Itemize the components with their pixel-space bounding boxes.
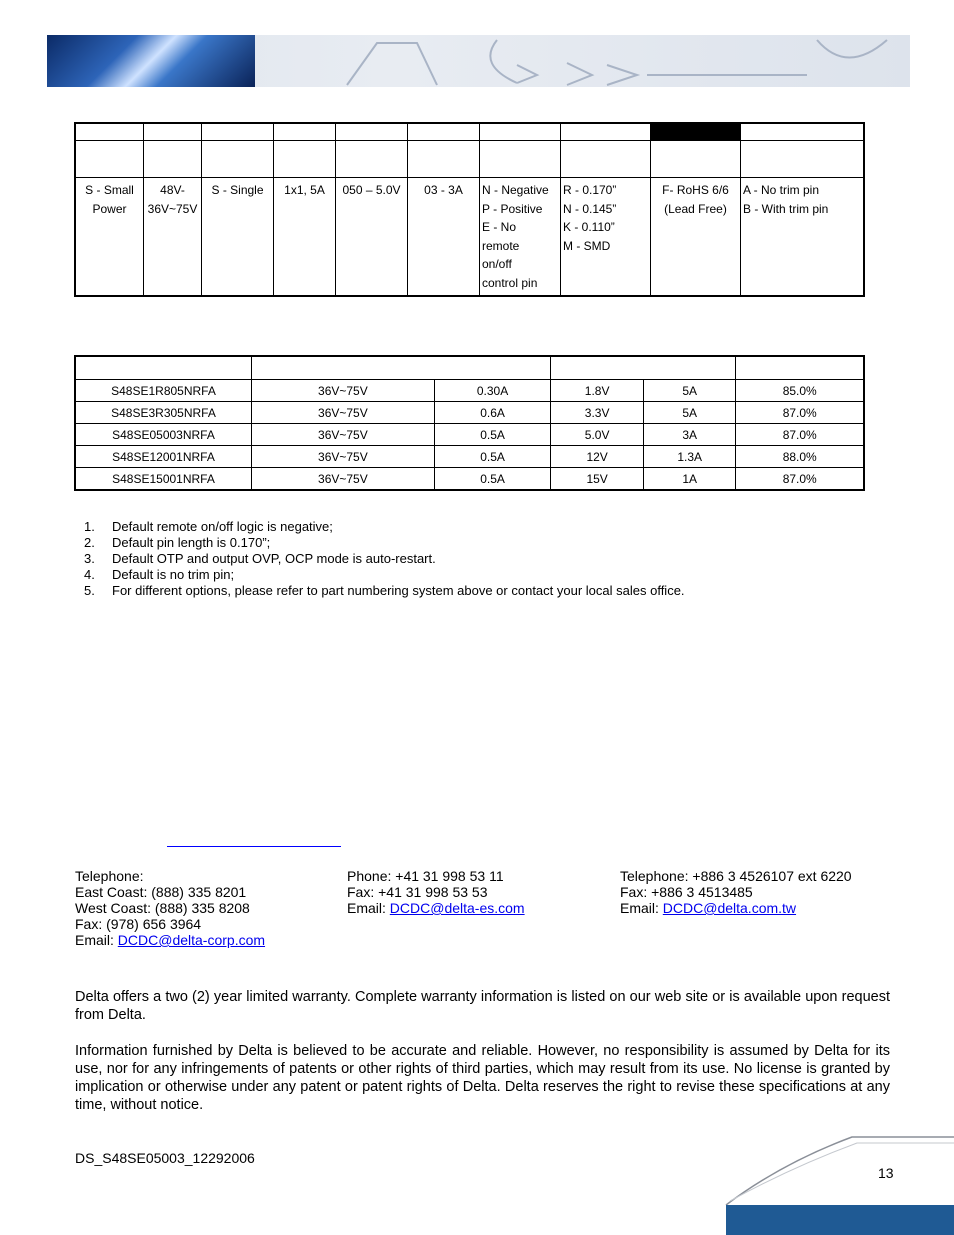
model-cell: 12V — [551, 446, 644, 468]
model-cell: S48SE05003NRFA — [75, 424, 252, 446]
note-item: 2. Default pin length is 0.170”; — [84, 535, 271, 550]
model-cell: S48SE15001NRFA — [75, 468, 252, 491]
email-label: Email: — [347, 900, 390, 916]
contact-line: Fax: +886 3 4513485 — [620, 884, 753, 900]
pn-cell: A - No trim pin B - With trim pin — [741, 178, 865, 297]
pn-cell: 1x1, 5A — [274, 178, 336, 297]
note-item: 4. Default is no trim pin; — [84, 567, 235, 582]
contact-line: Fax: +41 31 998 53 53 — [347, 884, 488, 900]
model-cell: 0.6A — [434, 402, 551, 424]
contact-asia — [620, 868, 852, 916]
note-item: 1. Default remote on/off logic is negative; — [84, 519, 333, 534]
model-cell: S48SE1R805NRFA — [75, 380, 252, 402]
model-cell: 87.0% — [736, 468, 864, 491]
note-item: 3. Default OTP and output OVP, OCP mode is auto-restart. — [84, 551, 436, 566]
model-cell: 3A — [643, 424, 736, 446]
pn-cell: 050 – 5.0V — [336, 178, 408, 297]
pn-cell: R - 0.170” N - 0.145” K - 0.110” M - SMD — [561, 178, 651, 297]
table-row — [75, 402, 864, 424]
web-link-underline[interactable] — [167, 846, 341, 847]
pn-cell: 03 - 3A — [408, 178, 480, 297]
model-cell: 87.0% — [736, 424, 864, 446]
pn-cell: F- RoHS 6/6 (Lead Free) — [651, 178, 741, 297]
table-row — [75, 446, 864, 468]
email-label: Email: — [75, 932, 118, 948]
model-cell: 1.8V — [551, 380, 644, 402]
model-cell: 15V — [551, 468, 644, 491]
email-label: Email: — [620, 900, 663, 916]
contact-line: Telephone: +886 3 4526107 ext 6220 — [620, 868, 852, 884]
model-cell: 0.30A — [434, 380, 551, 402]
pn-cell: 48V- 36V~75V — [144, 178, 202, 297]
pn-cell: S - Small Power — [75, 178, 144, 297]
contact-line: Fax: (978) 656 3964 — [75, 916, 202, 932]
pn-cell: N - Negative P - Positive E - No remote on/off control pin — [480, 178, 561, 297]
email-link-asia[interactable]: DCDC@delta.com.tw — [662, 900, 797, 916]
warranty-paragraph: Delta offers a two (2) year limited warranty. Complete warranty information is listed on our web site or is available upon request from Delta. — [75, 989, 890, 1023]
footer-bar — [726, 1205, 954, 1235]
model-cell: 87.0% — [736, 402, 864, 424]
model-cell: 36V~75V — [252, 468, 435, 491]
model-cell: 0.5A — [434, 468, 551, 491]
model-cell: 36V~75V — [252, 402, 435, 424]
contact-usa — [75, 868, 265, 948]
notes-list — [84, 519, 685, 599]
model-cell: 88.0% — [736, 446, 864, 468]
model-cell: 36V~75V — [252, 424, 435, 446]
banner-decoration — [47, 35, 910, 87]
model-cell: 0.5A — [434, 424, 551, 446]
model-cell: S48SE12001NRFA — [75, 446, 252, 468]
model-cell: 36V~75V — [252, 446, 435, 468]
model-cell: 5A — [643, 380, 736, 402]
model-cell: 5A — [643, 402, 736, 424]
footer-corner-graphic — [722, 1133, 954, 1235]
contact-line: Telephone: — [75, 868, 144, 884]
email-link-usa[interactable]: DCDC@delta-corp.com — [117, 932, 266, 948]
model-cell: 85.0% — [736, 380, 864, 402]
pn-cell: S - Single — [202, 178, 274, 297]
model-cell: 3.3V — [551, 402, 644, 424]
document-code: DS_S48SE05003_12292006 — [75, 1150, 255, 1166]
model-cell: S48SE3R305NRFA — [75, 402, 252, 424]
model-list-table — [74, 355, 865, 491]
table-row — [75, 380, 864, 402]
table-row — [75, 468, 864, 491]
contact-line: Phone: +41 31 998 53 11 — [347, 868, 504, 884]
table-row — [75, 424, 864, 446]
model-cell: 1.3A — [643, 446, 736, 468]
model-cell: 36V~75V — [252, 380, 435, 402]
contact-europe — [347, 868, 525, 916]
model-cell: 1A — [643, 468, 736, 491]
model-cell: 5.0V — [551, 424, 644, 446]
email-link-europe[interactable]: DCDC@delta-es.com — [389, 900, 525, 916]
contact-line: East Coast: (888) 335 8201 — [75, 884, 247, 900]
contact-line: West Coast: (888) 335 8208 — [75, 900, 250, 916]
part-numbering-table — [74, 122, 865, 297]
page-number: 13 — [878, 1165, 894, 1181]
note-item: 5. For different options, please refer to part numbering system above or contact your local sales office. — [84, 583, 685, 598]
disclaimer-paragraph: Information furnished by Delta is believed to be accurate and reliable. However, no responsibility is assumed by Delta for its use, nor for any infringements of patents or other rights of third parties, which may result from its use. No license is granted by implication or otherwise under any patent or patent rights of Delta. Delta reserves the right to revise these specifications at any time, without notice. — [75, 1043, 890, 1113]
model-cell: 0.5A — [434, 446, 551, 468]
header-banner — [47, 35, 910, 87]
